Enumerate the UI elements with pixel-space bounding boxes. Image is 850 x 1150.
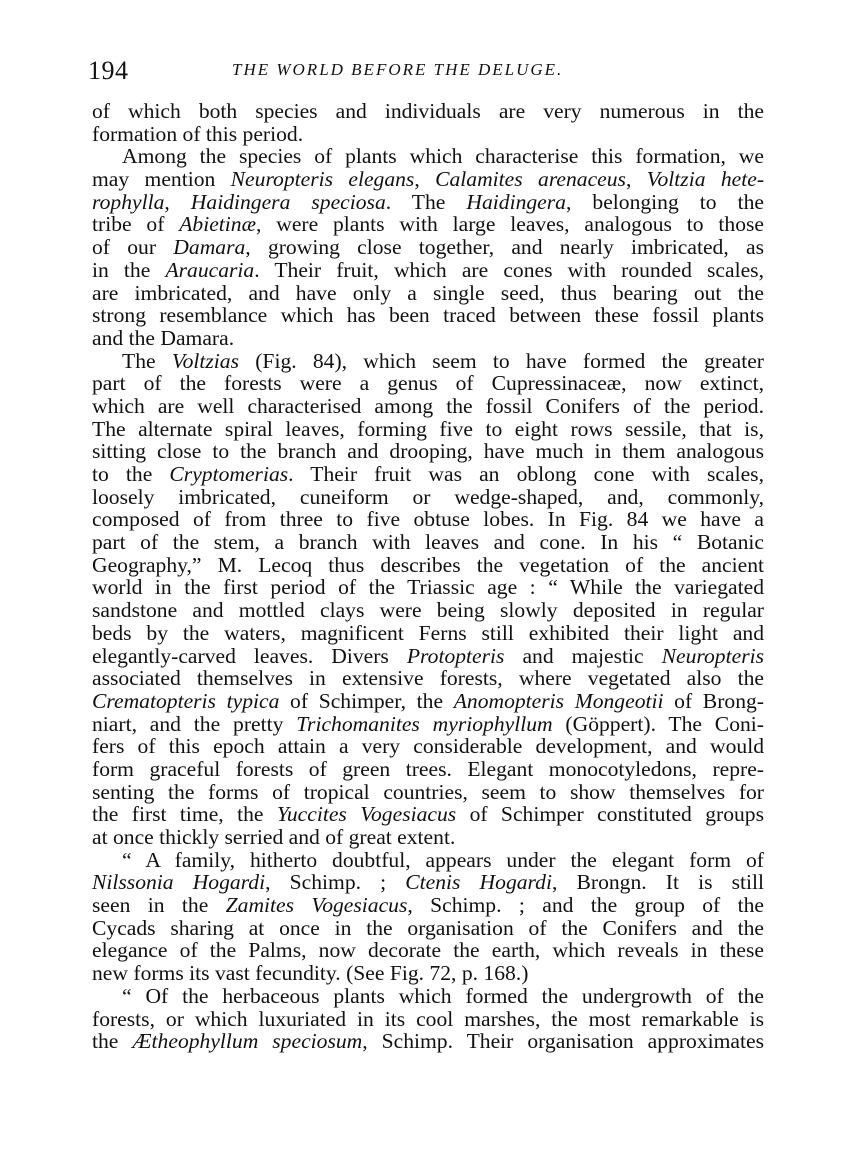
page-number: 194 bbox=[88, 56, 129, 85]
text-run: Geography,” M. Lecoq thus describes the vegetation of the ancient bbox=[92, 552, 764, 577]
text-run: beds by the waters, magnificent Ferns still exhibited their light and bbox=[92, 620, 764, 645]
text-run: sitting close to the branch and drooping, have much in them analogous bbox=[92, 439, 764, 464]
text-run: of Schimper constituted groups bbox=[456, 802, 764, 827]
text-line bbox=[92, 713, 764, 736]
text-run: (Göppert). The Coni- bbox=[552, 711, 764, 736]
text-run: Cycads sharing at once in the organisation of the Conifers and the bbox=[92, 915, 764, 940]
text-run: of which both species and individuals are very numerous in the bbox=[92, 99, 764, 123]
text-run: (Fig. 84), which seem to have formed the greater bbox=[239, 348, 764, 373]
text-line bbox=[92, 463, 764, 486]
text-line bbox=[92, 350, 764, 373]
text-line bbox=[92, 645, 764, 668]
text-run: , Schimp. ; bbox=[265, 870, 406, 895]
text-line bbox=[92, 871, 764, 894]
text-run: , belonging to the bbox=[565, 189, 764, 214]
text-run: in the bbox=[92, 257, 166, 282]
text-line bbox=[92, 191, 764, 214]
italic-term: Calamites arenaceus bbox=[435, 167, 626, 192]
text-run: . Their fruit, which are cones with rounded scales, bbox=[254, 257, 764, 282]
text-line bbox=[92, 1030, 764, 1053]
text-line bbox=[92, 939, 764, 962]
text-run: loosely imbricated, cuneiform or wedge-shaped, and, commonly, bbox=[92, 484, 764, 509]
text-line bbox=[92, 599, 764, 622]
text-run: “ A family, hitherto doubtful, appears under the elegant form of bbox=[122, 847, 764, 872]
italic-term: Anomopteris Mongeotii bbox=[453, 688, 664, 713]
text-line bbox=[92, 690, 764, 713]
text-run: to the bbox=[92, 462, 170, 486]
text-run: elegance of the Palms, now decorate the earth, which reveals in these bbox=[92, 938, 764, 963]
italic-term: Zamites Vogesiacus bbox=[225, 893, 408, 918]
text-run: of our bbox=[92, 235, 174, 260]
italic-term: Nilssonia Hogardi bbox=[92, 870, 266, 895]
text-line bbox=[92, 100, 764, 123]
italic-term: Abietinæ bbox=[179, 212, 256, 237]
text-run: , Brongn. It is still bbox=[551, 870, 765, 895]
text-line bbox=[92, 123, 764, 146]
italic-term: Ætheophyllum speciosum bbox=[132, 1029, 363, 1054]
italic-term: Trichomanites myriophyllum bbox=[296, 711, 553, 736]
text-run: . Their fruit was an oblong cone with scales, bbox=[288, 462, 764, 486]
text-run: and the Damara. bbox=[92, 325, 235, 350]
text-line bbox=[92, 486, 764, 509]
text-run: may mention bbox=[92, 167, 231, 192]
italic-term: Damara bbox=[173, 235, 246, 260]
text-run: niart, and the pretty bbox=[92, 711, 297, 736]
italic-term: Yuccites Vogesiacus bbox=[276, 802, 457, 827]
text-run: form graceful forests of green trees. Elegant monocotyledons, repre- bbox=[92, 756, 764, 781]
text-run: forests, or which luxuriated in its cool marshes, the most remarkable is bbox=[92, 1006, 764, 1031]
italic-term: Crematopteris typica bbox=[92, 688, 280, 713]
text-run: , growing close together, and nearly imbricated, as bbox=[245, 235, 764, 260]
text-line bbox=[92, 440, 764, 463]
text-run: at once thickly serried and of great extent. bbox=[92, 825, 456, 849]
text-run: and majestic bbox=[504, 643, 662, 668]
text-run: “ Of the herbaceous plants which formed the undergrowth of the bbox=[122, 983, 764, 1008]
text-run: fers of this epoch attain a very considerable development, and would bbox=[92, 734, 764, 759]
text-run: seen in the bbox=[92, 893, 226, 918]
text-line bbox=[92, 145, 764, 168]
text-line bbox=[92, 826, 764, 849]
text-line bbox=[92, 508, 764, 531]
italic-term: Voltzia hete- bbox=[646, 167, 765, 192]
text-run: of Brong- bbox=[663, 688, 764, 713]
page-header bbox=[88, 56, 768, 92]
text-run: , bbox=[625, 167, 647, 192]
text-line bbox=[92, 554, 764, 577]
text-line bbox=[92, 917, 764, 940]
text-run: sandstone and mottled clays were being slowly deposited in regular bbox=[92, 598, 764, 623]
text-line bbox=[92, 395, 764, 418]
text-run: . The bbox=[385, 189, 467, 214]
italic-term: Haidingera speciosa bbox=[190, 189, 386, 214]
text-line bbox=[92, 735, 764, 758]
text-run: elegantly-carved leaves. Divers bbox=[92, 643, 407, 668]
text-line bbox=[92, 168, 764, 191]
text-run: The bbox=[122, 348, 172, 373]
text-run: are imbricated, and have only a single seed, thus bearing out the bbox=[92, 280, 764, 305]
text-line bbox=[92, 667, 764, 690]
text-run: of Schimper, the bbox=[279, 688, 454, 713]
text-run: associated themselves in extensive forests, where vegetated also the bbox=[92, 666, 764, 691]
italic-term: Ctenis Hogardi bbox=[405, 870, 552, 895]
text-run: strong resemblance which has been traced between these fossil plants bbox=[92, 303, 764, 328]
text-run: , were plants with large leaves, analogous to those bbox=[256, 212, 764, 237]
text-run: the bbox=[92, 1029, 133, 1054]
text-run: composed of from three to five obtuse lobes. In Fig. 84 we have a bbox=[92, 507, 764, 532]
text-run: new forms its vast fecundity. (See Fig. 72, p. 168.) bbox=[92, 961, 529, 986]
text-run: part of the stem, a branch with leaves and cone. In his “ Botanic bbox=[92, 530, 764, 555]
text-run: which are well characterised among the fossil Conifers of the period. bbox=[92, 393, 764, 418]
italic-term: Neuropteris bbox=[661, 643, 764, 668]
italic-term: Voltzias bbox=[171, 348, 240, 373]
text-line bbox=[92, 372, 764, 395]
italic-term: Haidingera bbox=[466, 189, 566, 214]
body-text bbox=[92, 100, 764, 1053]
text-line bbox=[92, 418, 764, 441]
text-line bbox=[92, 236, 764, 259]
text-line bbox=[92, 849, 764, 872]
italic-term: Protopteris bbox=[406, 643, 505, 668]
italic-term: rophylla bbox=[92, 189, 165, 214]
text-line bbox=[92, 758, 764, 781]
text-line bbox=[92, 327, 764, 350]
text-run: senting the forms of tropical countries, seem to show themselves for bbox=[92, 779, 764, 804]
text-line bbox=[92, 576, 764, 599]
text-line bbox=[92, 531, 764, 554]
text-line bbox=[92, 282, 764, 305]
text-line bbox=[92, 803, 764, 826]
text-line bbox=[92, 894, 764, 917]
text-run: , Schimp. Their organisation approximates bbox=[362, 1029, 764, 1054]
text-run: the first time, the bbox=[92, 802, 277, 827]
running-title: THE WORLD BEFORE THE DELUGE. bbox=[232, 60, 564, 79]
italic-term: Cryptomerias bbox=[169, 462, 289, 486]
italic-term: Neuropteris elegans bbox=[230, 167, 415, 192]
text-run: formation of this period. bbox=[92, 121, 304, 146]
text-line bbox=[92, 985, 764, 1008]
text-run: , bbox=[164, 189, 191, 214]
text-line bbox=[92, 304, 764, 327]
text-run: The alternate spiral leaves, forming five to eight rows sessile, that is, bbox=[92, 416, 764, 441]
text-line bbox=[92, 962, 764, 985]
text-run: part of the forests were a genus of Cupressinaceæ, now extinct, bbox=[92, 371, 764, 396]
text-run: , bbox=[414, 167, 436, 192]
text-run: tribe of bbox=[92, 212, 180, 237]
text-line bbox=[92, 781, 764, 804]
text-run: Among the species of plants which characterise this formation, we bbox=[122, 144, 764, 169]
italic-term: Araucaria bbox=[165, 257, 255, 282]
text-line bbox=[92, 213, 764, 236]
text-run: , Schimp. ; and the group of the bbox=[407, 893, 764, 918]
text-run: world in the first period of the Triassic age : “ While the variegated bbox=[92, 575, 764, 600]
text-line bbox=[92, 1008, 764, 1031]
text-line bbox=[92, 259, 764, 282]
text-line bbox=[92, 622, 764, 645]
